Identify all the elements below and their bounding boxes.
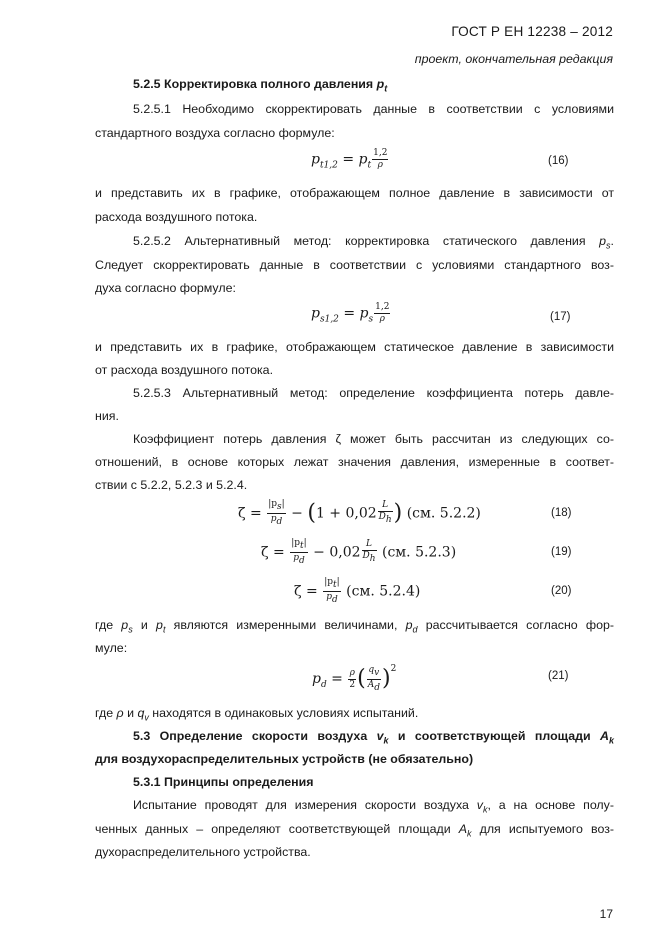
heading-5-3-1: 5.3.1 Принципы определения — [133, 775, 314, 789]
equation-number: (20) — [551, 585, 572, 597]
formula-16: $p_{t1,2} = p_t$ $\frac{1,2}{\rho}$ — [311, 148, 388, 171]
paragraph-line: муле: — [95, 641, 128, 655]
formula-21: $p_d$ = $\frac{\rho}{2}$ ( $\frac{q_v}{A_d}$ )$^2$ — [312, 664, 397, 693]
paragraph-line: расхода воздушного потока. — [95, 210, 258, 224]
heading-5-3: 5.3 Определение скорости воздуха $v_k$ и соответствующей площади $A_k$ — [133, 729, 614, 746]
paragraph-line: и представить их в графике, отображающем полное давление в зависимости от — [95, 186, 614, 200]
document-status: проект, окончательная редакция — [414, 52, 613, 66]
paragraph-line: 5.2.5.3 Альтернативный метод: определение коэффициента потерь давле- — [133, 386, 614, 400]
paragraph-line: где $p_s$ и $p_t$ являются измеренными величинами, $p_d$ рассчитывается согласно фор- — [95, 618, 615, 635]
formula-18: ζ = $\frac{|p_s|}{p_d}$ − (1 + 0,02 $\frac{L}{D_h}$ ) (см. 5.2.2) — [238, 499, 481, 527]
formula-17: $p_{s1,2} = p_s$ $\frac{1,2}{\rho}$ — [311, 302, 390, 325]
equation-number: (16) — [548, 155, 569, 167]
paragraph-line: и представить их в графике, отображающем статическое давление в зависимости — [95, 340, 614, 354]
paragraph-line: ченных данных – определяют соответствующей площади $A_k$ для испытуемого воз- — [95, 822, 614, 839]
equation-number: (19) — [551, 546, 572, 558]
page-number: 17 — [599, 907, 613, 921]
paragraph-line: духораспределительного устройства. — [95, 845, 311, 859]
paragraph-line: где ρ и $q_v$ находятся в одинаковых условиях испытаний. — [95, 706, 419, 723]
paragraph-line: ствии с 5.2.2, 5.2.3 и 5.2.4. — [95, 478, 248, 492]
formula-20: ζ = $\frac{|p_t|}{p_d}$ (см. 5.2.4) — [294, 577, 421, 605]
paragraph-line: Следует скорректировать данные в соответствии с условиями стандартного воз- — [95, 258, 614, 272]
formula-19: ζ = $\frac{|p_t|}{p_d}$ − 0,02 $\frac{L}{D_h}$ (см. 5.2.3) — [261, 538, 457, 566]
paragraph-line: 5.2.5.2 Альтернативный метод: корректировка статического давления $p_s$. — [133, 234, 614, 251]
equation-number: (18) — [551, 507, 572, 519]
paragraph-line: Испытание проводят для измерения скорости воздуха $v_k$, а на основе полу- — [133, 798, 614, 815]
equation-number: (17) — [550, 311, 571, 323]
heading-5-2-5: 5.2.5 Корректировка полного давления $p_t$ — [133, 77, 388, 94]
standard-code: ГОСТ Р ЕН 12238 – 2012 — [451, 24, 613, 39]
equation-number: (21) — [548, 670, 569, 682]
paragraph-line: ния. — [95, 409, 119, 423]
paragraph-line: 5.2.5.1 Необходимо скорректировать данные в соответствии с условиями — [133, 102, 614, 116]
paragraph-line: отношений, в основе которых лежат значения давления, измеренные в соответ- — [95, 455, 614, 469]
heading-5-3-line2: для воздухораспределительных устройств (не обязательно) — [95, 752, 474, 766]
paragraph-line: Коэффициент потерь давления ζ может быть рассчитан из следующих со- — [133, 432, 614, 446]
paragraph-line: от расхода воздушного потока. — [95, 363, 274, 377]
paragraph-line: стандартного воздуха согласно формуле: — [95, 126, 335, 140]
paragraph-line: духа согласно формуле: — [95, 281, 236, 295]
